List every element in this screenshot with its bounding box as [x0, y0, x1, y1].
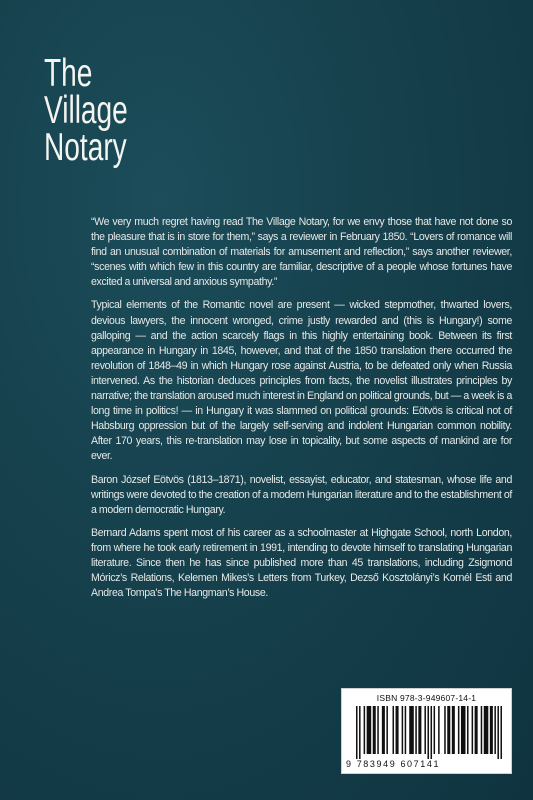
- barcode-bar: [481, 706, 483, 754]
- barcode-bar: [415, 706, 417, 754]
- barcode-bar: [409, 706, 414, 754]
- barcode-bar: [438, 706, 440, 754]
- barcode-bar: [424, 706, 426, 754]
- barcode-bar: [373, 706, 376, 754]
- barcode-bar: [447, 706, 450, 754]
- barcode-bar: [359, 706, 361, 759]
- barcode-bar: [490, 706, 493, 754]
- barcode-bar: [497, 706, 499, 759]
- barcode-bar: [405, 706, 407, 754]
- isbn-label: ISBN 978-3-949607-14-1: [376, 693, 477, 703]
- synopsis-paragraph: Typical elements of the Romantic novel are present — wicked stepmother, thwarted lovers, devious lawyers, the innocent wronged, crime justly rewarded and (this is Hungary!) some galloping — and the action scarcely flags in this highly entertaining book. Between its first appearance in Hungary in 1845, however, and that of the 1850 translation there occurred the revolution of 1848–49 in which Hungary rose against Austria, to be defeated only when Russia intervened. As the historian deduces principles from facts, the novelist illustrates principles by narrative; the translation aroused much interest in England on political grounds, but — a week is a long time in politics! — in Hungary it was slammed on political grounds: Eötvös is critical not of Habsburg oppression but of the largely self-serving and indolent Hungarian common nobility. After 170 years, this re-translation may lose in topicality, but some aspects of mankind are for ever.: [91, 299, 512, 463]
- barcode-bar: [467, 706, 469, 754]
- barcode-digits: 9 783949 607141: [346, 759, 441, 769]
- title-line-3: Notary: [44, 126, 127, 169]
- barcode-bar: [393, 706, 395, 754]
- barcode-bars: [356, 706, 502, 759]
- barcode-bar: [364, 706, 366, 754]
- barcode-bar: [418, 706, 421, 754]
- barcode-bar: [402, 706, 404, 754]
- book-title: [44, 52, 128, 169]
- barcode-bar: [484, 706, 489, 754]
- barcode-bar: [356, 706, 358, 759]
- barcode-bar: [461, 706, 466, 754]
- barcode-bar: [494, 706, 496, 754]
- barcode-bar: [434, 706, 436, 754]
- isbn-barcode: [341, 688, 512, 774]
- barcode-bar: [382, 706, 385, 754]
- barcode-bar: [431, 706, 433, 759]
- barcode-bar: [386, 706, 388, 754]
- barcode-bar: [377, 706, 379, 754]
- barcode-bar: [367, 706, 372, 754]
- title-line-1: The: [44, 52, 93, 95]
- blurb-text: [91, 215, 512, 609]
- barcode-bar: [500, 706, 502, 759]
- barcode-bar: [396, 706, 399, 754]
- title-line-2: Village: [44, 89, 128, 132]
- barcode-bar: [452, 706, 455, 754]
- review-quotes-paragraph: “We very much regret having read The Village Notary, for we envy those that have not done so the pleasure that is in store for them,” says a reviewer in February 1850. “Lovers of romance will find an unusual combination of materials for amusement and reflection,” says another reviewer, “scenes with which few in this country are familiar, descriptive of a people whose fortunes have excited a universal and anxious sympathy.”: [91, 216, 512, 289]
- author-bio-paragraph: Baron József Eötvös (1813–1871), novelist, essayist, educator, and statesman, whose life and writings were devoted to the creation of a modern Hungarian literature and to the establishment of a modern democratic Hungary.: [91, 473, 512, 516]
- barcode-bar: [458, 706, 460, 754]
- translator-bio-paragraph: Bernard Adams spent most of his career as a schoolmaster at Highgate School, north London, from where he took early retirement in 1991, intending to devote himself to translating Hungarian literature. Since then he has since published more than 45 translations, including Zsigmond Móricz’s Relations, Kelemen Mikes’s Letters from Turkey, Dezső Kosztolányi’s Kornél Esti and Andrea Tompa’s The Hangman’s House.: [91, 526, 512, 600]
- barcode-bar: [475, 706, 478, 754]
- barcode-bar: [472, 706, 474, 754]
- barcode-bar: [427, 706, 429, 759]
- barcode-bar: [444, 706, 446, 754]
